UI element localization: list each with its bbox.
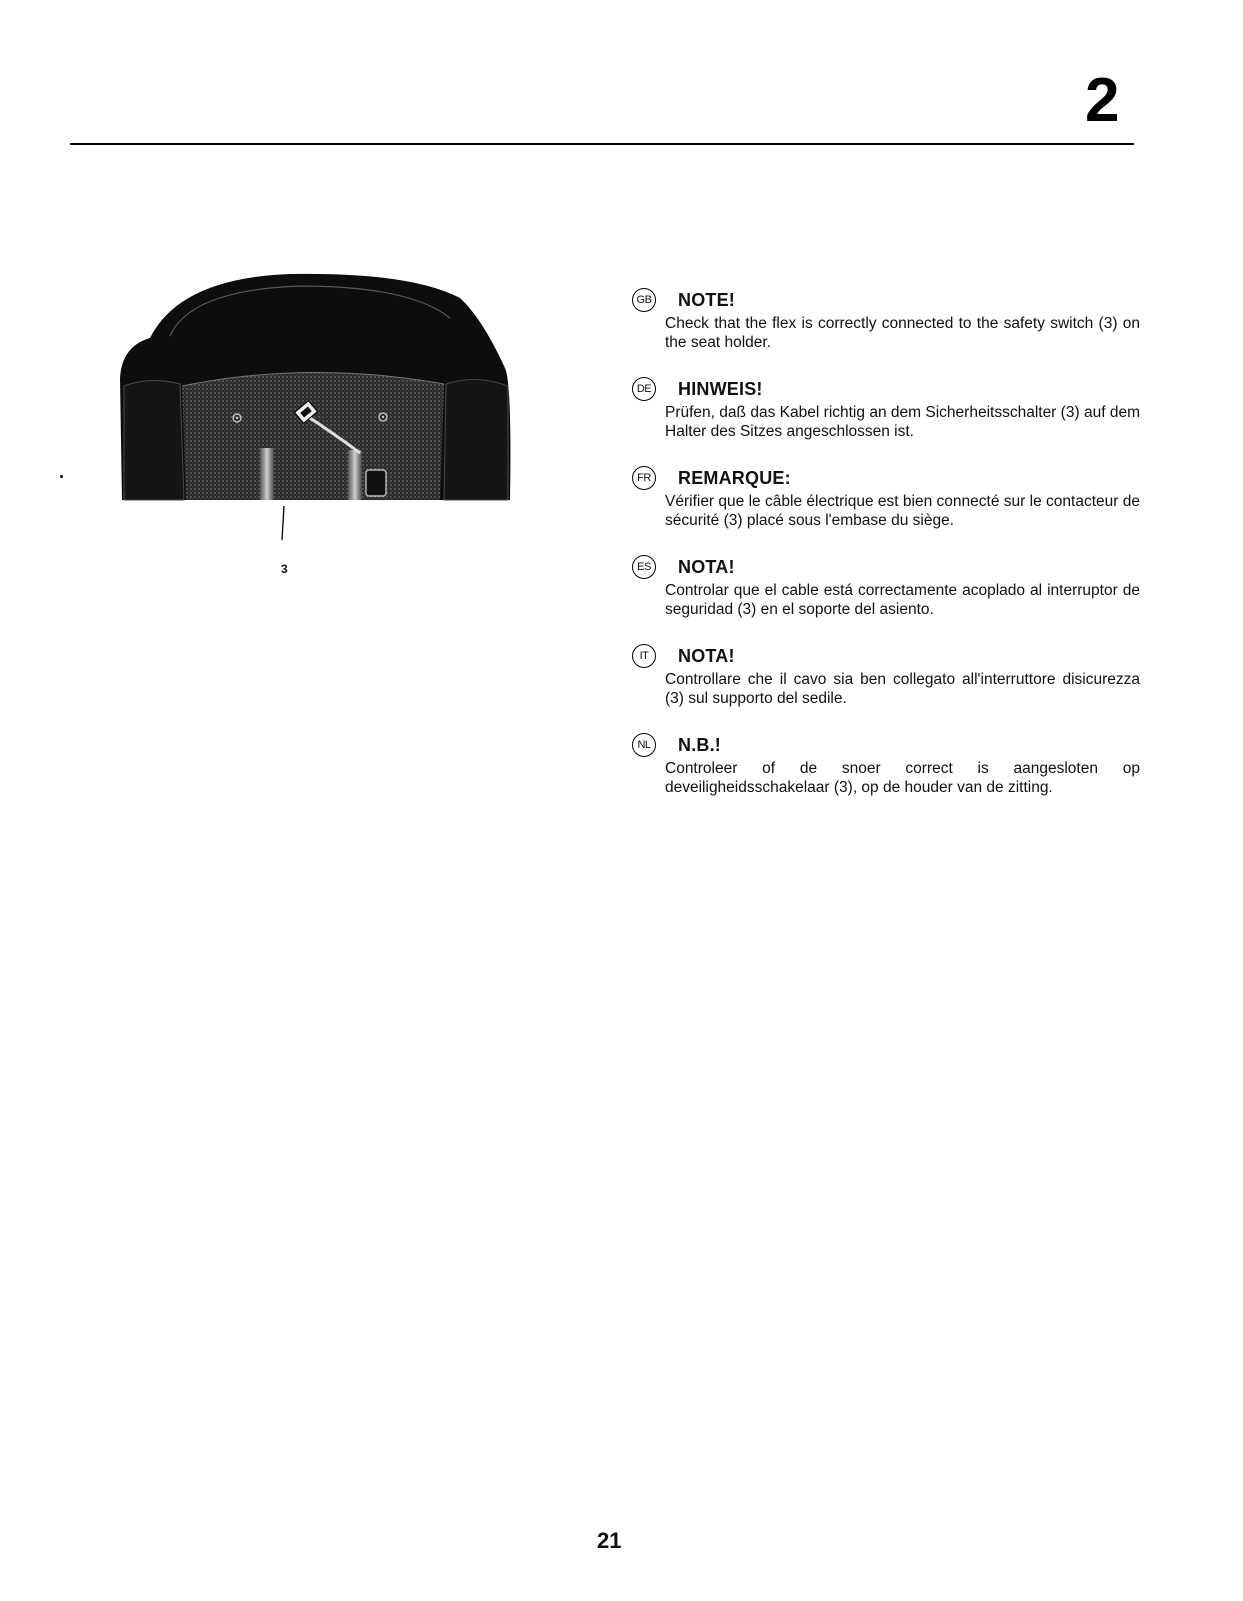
note-body: Controleer of de snoer correct is aangesloten op deveiligheidsschakelaar (3), op de houder van de zitting. — [665, 760, 1140, 796]
seat-safety-switch-illustration — [110, 268, 530, 598]
note-title: NOTA! — [678, 645, 735, 666]
note-body: Vérifier que le câble électrique est bien connecté sur le contacteur de sécurité (3) placé sous l'embase du siège. — [665, 493, 1140, 529]
page-number: 21 — [597, 1528, 622, 1553]
header-rule — [70, 143, 1134, 145]
chapter-number: 2 — [1085, 66, 1120, 135]
callout-label-switch: 3 — [281, 562, 288, 576]
note-de — [632, 375, 1140, 441]
language-badge-de: DE — [632, 377, 656, 401]
scan-speck — [60, 475, 63, 478]
multilingual-notes — [632, 286, 1140, 820]
note-title: NOTE! — [678, 289, 735, 310]
language-badge-nl: NL — [632, 733, 656, 757]
note-fr — [632, 464, 1140, 530]
note-nl — [632, 731, 1140, 797]
note-body: Controllare che il cavo sia ben collegato all'interruttore disicurezza (3) sul supporto del sedile. — [665, 671, 1140, 707]
note-es — [632, 553, 1140, 619]
note-body: Controlar que el cable está correctamente acoplado al interruptor de seguridad (3) en el soporte del asiento. — [665, 582, 1140, 618]
language-badge-gb: GB — [632, 288, 656, 312]
note-it — [632, 642, 1140, 708]
note-title: HINWEIS! — [678, 378, 763, 399]
note-title: REMARQUE: — [678, 467, 791, 488]
note-body: Check that the flex is correctly connected to the safety switch (3) on the seat holder. — [665, 315, 1140, 351]
language-badge-es: ES — [632, 555, 656, 579]
note-gb — [632, 286, 1140, 352]
language-badge-fr: FR — [632, 466, 656, 490]
note-title: NOTA! — [678, 556, 735, 577]
seat-drawing — [110, 268, 530, 598]
language-badge-it: IT — [632, 644, 656, 668]
note-title: N.B.! — [678, 734, 721, 755]
note-body: Prüfen, daß das Kabel richtig an dem Sicherheitsschalter (3) auf dem Halter des Sitzes angeschlossen ist. — [665, 404, 1140, 440]
